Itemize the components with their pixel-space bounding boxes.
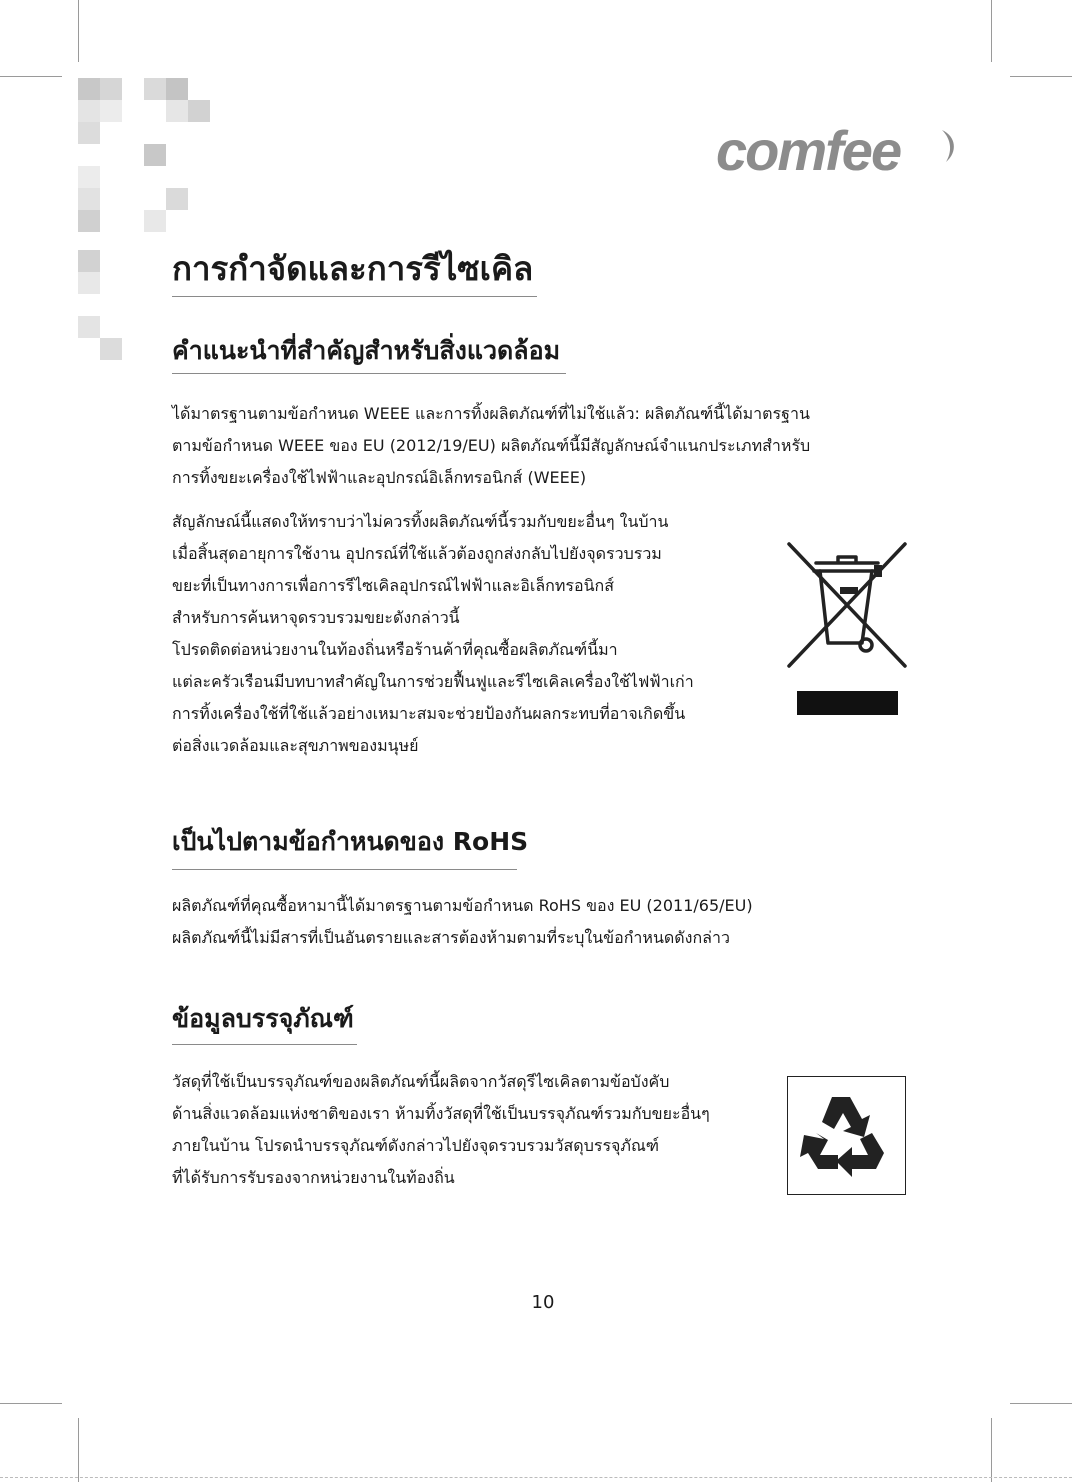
brand-logo-text: comfee <box>716 119 901 182</box>
paragraph-weee-symbol <box>172 506 694 762</box>
crop-mark <box>991 1418 992 1482</box>
text-line: สำหรับการค้นหาจุดรวบรวมขยะดังกล่าวนี้ <box>172 608 460 627</box>
weee-underbar <box>797 691 898 715</box>
text-line: ที่ได้รับการรับรองจากหน่วยงานในท้องถิ่น <box>172 1168 455 1187</box>
section-heading-environment: คำแนะนำที่สำคัญสำหรับสิ่งแวดล้อม <box>172 336 561 365</box>
text-line: วัสดุที่ใช้เป็นบรรจุภัณฑ์ของผลิตภัณฑ์นี้ผลิตจากวัสดุรีไซเคิลตามข้อบังคับ <box>172 1072 670 1091</box>
text-line: ตามข้อกำหนด WEEE ของ EU (2012/19/EU) ผลิตภัณฑ์นี้มีสัญลักษณ์จำแนกประเภทสำหรับ <box>172 436 811 455</box>
paragraph-rohs <box>172 890 753 954</box>
text-line: แต่ละครัวเรือนมีบทบาทสำคัญในการช่วยฟื้นฟูและรีไซเคิลเครื่องใช้ไฟฟ้าเก่า <box>172 672 694 691</box>
title-underline <box>172 296 537 297</box>
section-heading-rohs: เป็นไปตามข้อกำหนดของ RoHS <box>172 827 529 856</box>
text-line: ได้มาตรฐานตามข้อกำหนด WEEE และการทิ้งผลิตภัณฑ์ที่ไม่ใช้แล้ว: ผลิตภัณฑ์นี้ได้มาตรฐาน <box>172 404 810 423</box>
section-underline <box>172 373 566 374</box>
brand-logo <box>716 118 956 184</box>
crop-mark <box>991 0 992 62</box>
text-line: ภายในบ้าน โปรดนำบรรจุภัณฑ์ดังกล่าวไปยังจุดรวบรวมวัสดุบรรจุภัณฑ์ <box>172 1136 660 1155</box>
page-number: 10 <box>531 1292 555 1313</box>
text-line: เมื่อสิ้นสุดอายุการใช้งาน อุปกรณ์ที่ใช้แล้วต้องถูกส่งกลับไปยังจุดรวบรวม <box>172 544 662 563</box>
text-line: การทิ้งขยะเครื่องใช้ไฟฟ้าและอุปกรณ์อิเล็กทรอนิกส์ (WEEE) <box>172 468 587 487</box>
text-line: ด้านสิ่งแวดล้อมแห่งชาติของเรา ห้ามทิ้งวัสดุที่ใช้เป็นบรรจุภัณฑ์รวมกับขยะอื่นๆ <box>172 1104 710 1123</box>
text-line: ผลิตภัณฑ์นี้ไม่มีสารที่เป็นอันตรายและสารต้องห้ามตามที่ระบุในข้อกำหนดดังกล่าว <box>172 928 730 947</box>
text-line: สัญลักษณ์นี้แสดงให้ทราบว่าไม่ควรทิ้งผลิตภัณฑ์นี้รวมกับขยะอื่นๆ ในบ้าน <box>172 512 669 531</box>
crop-mark <box>1010 1403 1072 1404</box>
crossed-out-wheelie-bin-icon <box>786 541 908 669</box>
text-line: การทิ้งเครื่องใช้ที่ใช้แล้วอย่างเหมาะสมจะช่วยป้องกันผลกระทบที่อาจเกิดขึ้น <box>172 704 686 723</box>
paragraph-weee-compliance <box>172 398 810 494</box>
page-title: การกำจัดและการรีไซเคิล <box>172 249 534 288</box>
section-underline <box>172 869 517 870</box>
crop-mark <box>78 0 79 62</box>
crop-mark <box>0 76 62 77</box>
brand-swoosh-icon <box>938 126 962 166</box>
crop-mark <box>0 1403 62 1404</box>
bottom-dashed-line <box>0 1477 1072 1478</box>
paragraph-packaging <box>172 1066 710 1194</box>
crop-mark <box>78 1418 79 1482</box>
section-underline <box>172 1044 357 1045</box>
text-line: ผลิตภัณฑ์ที่คุณซื้อหามานี้ได้มาตรฐานตามข้อกำหนด RoHS ของ EU (2011/65/EU) <box>172 896 753 915</box>
text-line: ขยะที่เป็นทางการเพื่อการรีไซเคิลอุปกรณ์ไฟฟ้าและอิเล็กทรอนิกส์ <box>172 576 614 595</box>
section-heading-packaging: ข้อมูลบรรจุภัณฑ์ <box>172 1004 354 1033</box>
recycle-symbol-box <box>787 1076 906 1195</box>
text-line: ต่อสิ่งแวดล้อมและสุขภาพของมนุษย์ <box>172 736 419 755</box>
text-line: โปรดติดต่อหน่วยงานในท้องถิ่นหรือร้านค้าที่คุณซื้อผลิตภัณฑ์นี้มา <box>172 640 618 659</box>
recycle-arrows-icon <box>788 1077 905 1194</box>
crop-mark <box>1010 76 1072 77</box>
